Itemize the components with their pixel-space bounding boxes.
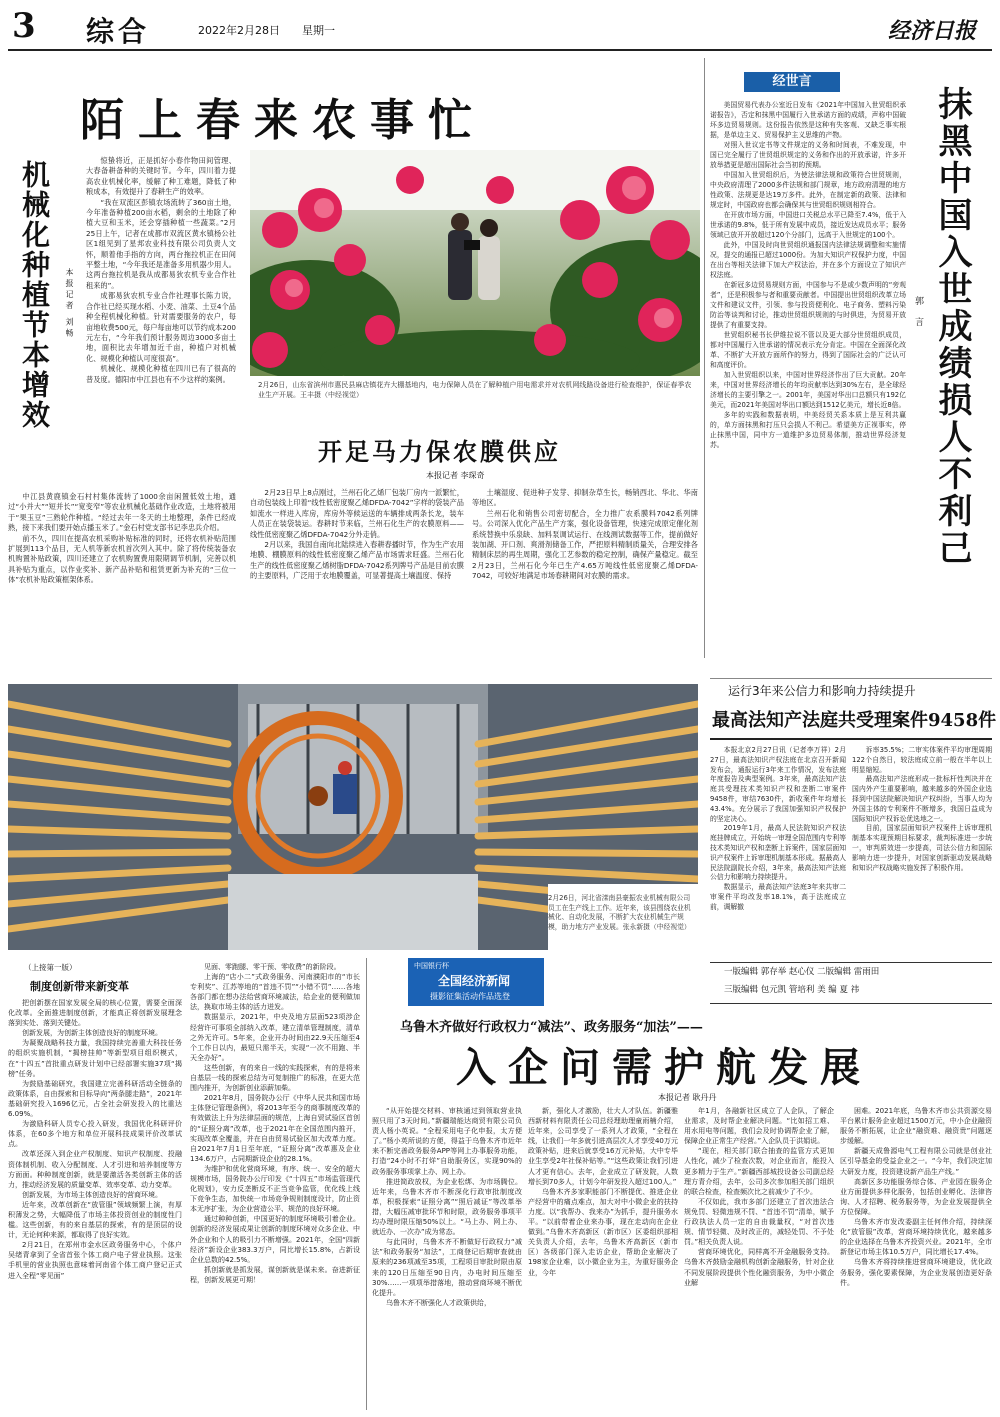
paragraph: 乌鲁木齐多家职能部门不断提优、推进企业产经营中的痛点难点，加大对中小微企业的扶持力度。以“我帮办、我来办”为抓手，提升服务水平。“以前带着企业来办事，现在走动向在企业做到。”乌鲁木齐高新区（新市区）区委组织部相关负责人介绍，去年，乌鲁木齐高新区（新市区）各级部门深入走访企业，帮助企业解决了198家企业难，以小微企业为主，为重好服务企业，今年 bbox=[528, 1187, 678, 1277]
masthead-logo: 经济日报 bbox=[888, 18, 977, 44]
section-name: 综合 bbox=[86, 15, 151, 48]
subheadline-film: 开足马力保农膜供应 bbox=[318, 437, 561, 466]
film-body-col1 bbox=[250, 488, 464, 654]
urumqi-kicker: 乌鲁木齐做好行政权力“减法”、政务服务“加法”—— bbox=[400, 1020, 703, 1035]
paragraph: 土壤湿度、促进种子发芽、抑制杂草生长，畅销西北、华北、华南等地区。 bbox=[472, 488, 698, 508]
paragraph: 中国加入世贸组织后，为使法律法规和政策符合世贸规则，中央政府清理了2000多件法规和部门规章，地方政府清理的地方性政策、法规更是达19万多件。此外，在制定新的政策、法律和规定时，中国政府也都会确保其与世贸组织规则相符合。 bbox=[710, 171, 906, 209]
paragraph: 世贸组织秘书长伊维拉说不管以及更大部分世贸组织成员，都对中国履行入世承诺的情况表示充分肯定。中国在全面深化改革、不断扩大开放方面所作的努力，得到了国际社会的广泛认可和高度评价。 bbox=[710, 331, 906, 369]
paragraph: 不仅如此，我市多部门还建立了首次违法合规免罚、轻微违规不罚、“首违不罚”清单，赋予行政执法人员一定的自由裁量权，“对首次违规、情节轻微、及时改正的，减轻处罚、不予处罚。”相关负责人说。 bbox=[684, 1197, 834, 1247]
photo-contest-banner bbox=[408, 958, 544, 1006]
paragraph: 通过种种创新，中国更好的制度环境吸引着企业。创新的经济发展成果让创新的制度环境对众多企业、中外企业和个人的吸引力不断增强。2021年，全国“四新经济”新设企业383.3万户，同比增长15.8%，占新设企业总数的42.5%。 bbox=[190, 1215, 360, 1264]
paragraph: 为维护和优化营商环境，有序、统一、安全的超大规模市场，国务院办公厅印发《“十四五”市场监管现代化规划》，安力反垄断反不正当竞争监管，优化线上线下竞争生态，加快统一市场竞争规则制度设计，防止资本无序扩张，为企业营造公平、规范的良好环境。 bbox=[190, 1164, 360, 1214]
paragraph: 把创新摆在国家发展全局的核心位置，需要全面深化改革。全面推进制度创新，才能真正将创新发展理念落到实处、落到关键处。 bbox=[8, 999, 182, 1028]
ip-headline: 最高法知产法庭共受理案件9458件 bbox=[712, 710, 997, 731]
reform-body-col2 bbox=[190, 962, 360, 1410]
paragraph: 在开放市场方面，中国进口关税总水平已降至7.4%，低于入世承诺的9.8%，低于所有发展中成员，接近发达成员水平；服务领域已放开开放超过120个分部门，远高于入世规定的100个。 bbox=[710, 211, 906, 239]
paragraph: 此外，中国及时向世贸组织通报国内法律法规调整和实施情况，提交的通报已超过1000份。为加大知识产权保护力度，中国在出台等相关法律下加大产权法治，并在多个方面设立了知识产权法庭。 bbox=[710, 241, 906, 279]
paragraph: 为激励科研人员专心投入研发，我国优化科研评价体系，在60多个地方和单位开展科技成果评价改革试点。 bbox=[8, 1120, 182, 1149]
header-rule bbox=[8, 49, 992, 51]
ip-body-col1 bbox=[710, 746, 846, 958]
paragraph: “现在，相关部门联合抽查的监管方式更加人性化，减少了检查次数，对企业而言，能投入更多精力于生产。”新疆西部城投设备公司副总经理方青介绍，去年，公司多次参加相关部门组织的联合检查，检查频次比之前减少了不少。 bbox=[684, 1147, 834, 1196]
paragraph: “我在双流区彭镇农场流转了360亩土地，今年准备种植200亩水稻，剩余的土地除了种植大豆和玉米，还会穿插种植一些蔬菜。”2月25日上午，记者在成都市双流区黄水镇杨公社区1组见到了星邦农业科技有限公司负责人文怀，顺着他手指的方向，两台拖拉机正在田间平整土地，“今年我还是准备多用机器少用人。这两台拖拉机是我从成都易狄农机专业合作社租来的”。 bbox=[86, 197, 236, 290]
paragraph: 前不久，四川在提高农机采购补贴标准的同时，还将农机补贴范围扩展到113个品目，无人机等新农机首次列入其中。除了将传统装备农机购置补贴政策，四川还建立了农机购置费用限期调节机制，完善以机具补贴为重点，以作业奖补、新产品补贴和租赁更新为补充的“三位一体”农机补贴政策框架体系。 bbox=[8, 533, 236, 585]
paragraph: 新疆天成鲁源电气工程有限公司就是创业社区引导基金的受益企业之一。“今年，我们决定加大研发力度，投资建设新产品生产线。” bbox=[840, 1147, 992, 1176]
paragraph: 为凝聚战略科技力量，我国持续完善重大科技任务的组织实施机制，“揭榜挂帅”等新型项目组织模式，在“十四五”首批重点研发计划中已经部署实施37项“揭榜”任务。 bbox=[8, 1039, 182, 1078]
mechanization-body bbox=[86, 156, 236, 486]
paragraph: 中江县黄鹿镇金石村村集体流转了1000余亩闲置低效土地，通过“小并大”“短并长”“宽变窄”等农业机械化基础作业改造，土地将被用于“果玉豆”三熟轮作种植。“经过去年一冬天的土地整理，条件已经成熟，接下来我们要开始点播玉米了。”金石村党支部书记李忠兵介绍。 bbox=[8, 492, 236, 533]
ip-body-col2 bbox=[852, 746, 992, 958]
paragraph: 年1月，各融新社区成立了人企队，了解企业需求，及时帮企业解决问题。“比如招工难、用水用电等问题，我们会及时协调帮企业了解，保障企业正常生产经营。”入企队员于洪娟说。 bbox=[684, 1107, 834, 1146]
paragraph: 见面、零跑腿、零干预、零收费”的新阶段。 bbox=[204, 963, 341, 971]
paragraph: 为鼓励基础研究，我国建立完善科研活动全链条的政策体系，自由探索和目标导向“两条腿走路”，2021年基础研究投入1696亿元，占全社会研发投入的比重达6.09%。 bbox=[8, 1079, 182, 1119]
paragraph: 目前，国家层面知识产权案件上诉审理机制基本实现预期目标要求，裁判标准进一步统一，审判质效进一步提高，司法公信力和国际影响力进一步提升，对国家创新驱动发展战略和知识产权战略实施发挥了积极作用。 bbox=[852, 824, 992, 872]
paragraph: 2019年1月，最高人民法院知识产权法庭挂牌成立，开始统一审理全国范围内专利等技术类知识产权和垄断上诉案件，国家层面知识产权案件上诉审理机制基本形成。据最高人民法院副院长介绍，3年来，最高法知产法庭公信力和影响力持续提升。 bbox=[710, 824, 846, 882]
continued-from: （上接第一版） bbox=[24, 963, 77, 972]
ip-kicker: 运行3年来公信力和影响力持续提升 bbox=[728, 684, 916, 698]
paragraph: 美国贸易代表办公室近日发布《2021年中国加入世贸组织承诺报告》，否定和抹黑中国履行入世承诺方面的成绩，声称中国破坏多边贸易规则。这份报告依然是这种有失客观、又缺乏事实根据，是单边主义、贸易保护主义思维的产物。 bbox=[710, 101, 906, 139]
paragraph: 对照入世议定书等文件规定的义务和时间表，不难发现，中国已完全履行了世贸组织规定的义务和作出的开放承诺，许多开放举措更是超出国际社会当初的预期。 bbox=[710, 141, 906, 169]
paragraph: 数据显示，最高法知产法庭3年来共审二审案件平均改发率18.1%，高于法庭成立前，调解撤 bbox=[710, 883, 846, 911]
paragraph: 最高法知产法庭形成一批标杆性判决并在国内外产生重要影响，越来越多的外国企业选择到中国法院解决知识产权纠纷，当事人均为外国主体的专利案件不断增多，我国日益成为国际知识产权诉讼优选地之一。 bbox=[852, 775, 992, 823]
paragraph: 本报北京2月27日讯（记者李万祥）2月27日，最高法知识产权法庭在北京召开新闻发布会，通报运行3年来工作情况，发布法庭年度报告及典型案例。3年来，最高法知产法庭共受理技术类知识产权和垄断二审案件9458件，审结7630件，新收案件年均增长43.4%。充分展示了我国加强知识产权保护的坚定决心。 bbox=[710, 746, 846, 823]
paragraph: 数据显示，2021年，中央及地方层面523项涉企经营许可事项全部纳入改革，建立清单管理制度，清单之外无许可。5年来，企业开办时间由22.9天压缩至4个工作日以内，最短只需半天，实现“一次不用跑、半天全办好”。 bbox=[190, 1013, 360, 1062]
paragraph: 在新冠多边贸易规则方面，中国参与不是或少数声明的“旁观者”，还是积极参与者和重要贡献者。中国提出世贸组织改革立场文件和建议文件，引领、参与投资便利化、电子商务、塑料污染防治等谈判和讨论，推动世贸组织规则的与时俱进，为贸易开放提供了有重要支持。 bbox=[710, 281, 906, 329]
commentary-title: 抹黑中国入世成绩损人不利己 bbox=[932, 86, 972, 567]
paragraph: 困难。2021年底，乌鲁木齐市公共资源交易平台累计服务企业超过1500万元，中小企业融资服务不断拓展，让企业“融资难、融资贵”问题逐步缓解。 bbox=[840, 1107, 992, 1146]
paragraph: 与此同时，乌鲁木齐不断做好行政权力“减法”和政务服务“加法”，工商登记后期审查就由原来的236项减至35项，工程项目审批时限由原来的120日压缩至90日内，办电时间压缩至30%……一项项举措落地，推动营商环境不断优化提升。 bbox=[372, 1238, 522, 1297]
main-headline: 陌上春来农事忙 bbox=[80, 95, 486, 146]
paragraph: 新，强化人才激励，壮大人才队伍。新疆雅西新材料有限责任公司总经理助理童雨楠介绍，近年来，公司享受了一系列人才政策，“全程在线，让我们一年多就引进高层次人才享受40万元政策补贴，进来后就享受16万元补贴，大中专毕业生享受2年社保补贴等。”“这些政策让我们引进人才更有信心。去年，企业成立了研发院，人数增长到70多人，计划今年研发投入超过100人。” bbox=[528, 1107, 678, 1186]
paragraph: 兰州石化和销售公司密切配合，全力推广农系膜料7042系列牌号。公司深入优化产品生产方案，强化设备管理，快速完成原定催化剂系统替换中乐泉缺、加料泵调试运行、在线测试数据等工作，提前做好装加湖、开口剂、爽滑剂储备工作，严把原料精制质量关，合理安排各精制床层的再生周期，强化工艺参数的稳定控制，确保产量稳定。截至2月23日，兰州石化今年已生产4.65万吨线性低密度聚乙烯DFDA-7042，可较好地满足市场春耕期间对农膜的需求。 bbox=[472, 508, 698, 581]
editors-box bbox=[710, 962, 992, 1004]
urumqi-body-col4 bbox=[840, 1106, 992, 1410]
urumqi-body-col2 bbox=[528, 1106, 678, 1410]
paragraph: 诉率35.5%；二审实体案件平均审理周期122个自然日，较法庭成立前一般在半年以上明显缩短。 bbox=[852, 746, 992, 774]
paragraph: 创新发展，为市场主体创造良好的营商环境。 bbox=[22, 1190, 162, 1199]
paragraph: 创新发展，为创新主体创造良好的制度环境。 bbox=[22, 1029, 162, 1038]
mechanization-body-lower bbox=[8, 492, 236, 658]
column-divider-lower bbox=[366, 958, 367, 1410]
paragraph: 多年的实践和数据表明，中美经贸关系本质上是互利共赢的，单方面抹黑和打压只会损人不利己。希望美方正视事实，停止抹黑中国，同中方一道维护多边贸易体制，推动世界经济复苏。 bbox=[710, 411, 906, 449]
paragraph: 2月23日早上8点刚过，兰州石化乙烯厂包装厂房内一派繁忙，自动包装线上印着“线性低密度聚乙烯DFDA-7042”字样的袋装产品如流水一样进入库房，库房外等候运送的车辆排成两条长龙，装车人员正在装袋装运。春耕时节来临，兰州石化生产的农膜原料——线性低密度聚乙烯DFDA-7042分外走俏。 bbox=[250, 488, 464, 539]
film-body-col2 bbox=[472, 488, 698, 654]
section-divider bbox=[710, 678, 992, 679]
paragraph: 成都易狄农机专业合作社理事长陈力说，合作社已经买现水稻、小麦、油菜、土豆4个品种全程机械化种植。针对需要服务的农户，每亩地收费500元，每户每亩地可以节约成本200元左右，“今年我们预计服务周边3000多亩土地，面积比去年增加近千亩，种植户对机械化、规模化种植认可度很高”。 bbox=[86, 291, 236, 363]
column-divider bbox=[704, 58, 705, 658]
byline-mechanization: 本报记者 刘畅 bbox=[65, 268, 74, 340]
byline-film: 本报记者 李琛奇 bbox=[426, 471, 485, 480]
greenhouse-flowers-photo bbox=[250, 150, 700, 376]
paragraph: 2021年8月，国务院办公厅《中华人民共和国市场主体登记管理条例》，将2013年至今的商事制度改革的有效做法上升为法律层面的规范，上海自贸试验区首创的“证照分离”改革，也于2021年在全国范围内推开，实现改革全覆盖，并在自由贸易试验区加大改革力度。自2021年7月1日至年底，“证照分离”改革惠及企业134.6万户，占同期新设企业的28.1%。 bbox=[190, 1094, 360, 1163]
urumqi-body-col3 bbox=[684, 1106, 834, 1410]
issue-weekday: 星期一 bbox=[302, 24, 335, 37]
paragraph: 营商环境优化，同样离不开金融服务支持。乌鲁木齐鼓励金融机构创新金融服务，针对企业不同发展阶段提供个性化融资服务，为中小微企业解 bbox=[684, 1248, 834, 1287]
banner-subtitle: 摄影征集活动作品选登 bbox=[430, 992, 510, 1001]
urumqi-body-col1 bbox=[372, 1106, 522, 1410]
paragraph: 抓创新就是抓发展，谋创新就是谋未来。奋进新征程，创新发展更可期！ bbox=[190, 1265, 360, 1284]
urumqi-byline: 本报记者 耿丹丹 bbox=[658, 1093, 717, 1102]
commentary-badge: 经世言 bbox=[744, 72, 840, 92]
page-number: 3 bbox=[12, 6, 36, 46]
paragraph: 2月以来，我国自南向北陆续进入春耕春播时节，作为生产农用地膜、棚膜原料的线性低密度聚乙烯产品市场需求旺盛。兰州石化生产的线性低密度聚乙烯树脂DFDA-7042系列牌号产品是目前农膜的主要原料，广泛用于农地膜覆盖，可显著提高土壤温度、保持 bbox=[250, 540, 464, 581]
photo2-caption: 2月26日，河北省滦南县豪振农业机械有限公司员工在生产线上工作。近年来，该县围绕农业机械化、自动化发展，不断扩大农业机械生产规模，助力地方产业发展。张永新摄（中经视觉） bbox=[548, 894, 691, 931]
paragraph: 高新区多功能服务综合体、产业园在服务企业方面提供多样化服务，包括创业孵化、法律咨询、人才招聘、税务服务等，为企业发展提供全方位保障。 bbox=[840, 1177, 992, 1216]
paragraph: 近年来，改革创新在“放管服”领域频繁上演，有厚积薄发之势，大幅降低了市场主体投资创业的制度性门槛。这些创新，有的来自基层的探索，有的是顶层的设计，无论何种来源，都取得了良好实效。 bbox=[8, 1200, 182, 1240]
banner-title: 全国经济新闻 bbox=[438, 974, 511, 988]
paragraph: 上海的“店小二”式政务服务、河南濮阳市的“市长专利奖”、江苏等地的“首违不罚”“小错不罚”……各地各部门都在想办法给营商环境减法，给企业的便利做加法，换取市场主体的活力迸发。 bbox=[190, 973, 360, 1012]
paragraph: 惊蛰将近，正是抓好小春作物田间管理、大春备耕备种的关键时节。今年，四川着力提高农业机械化率，缓解了种工难题，降低了种粮成本，有效提升了春耕生产的效率。 bbox=[86, 156, 236, 197]
photo1-caption: 2月26日，山东省滨州市惠民县麻店镇花卉大棚基地内，电力保障人员在了解种植户用电需求并对农机网线路设备进行检查维护，保证春季农业生产开展。王丰摄（中经视觉） bbox=[258, 381, 692, 399]
subheadline-mechanization: 机械化种植节本增效 bbox=[18, 160, 51, 430]
reform-body-col1 bbox=[8, 998, 182, 1410]
paragraph: “从开始提交材料、审核通过到领取营业执照只用了3天时间。”新疆瑞能达商贸有限公司负责人杨小英说。“全程采用电子化申报，太方便了。”杨小英所说的方便，得益于乌鲁木齐市近年来不断完善政务服务APP等网上办事服务功能，打造“24小时不打烊”自助服务区，实现90%的政务服务事项掌上办、网上办。 bbox=[372, 1107, 522, 1176]
paragraph: 加入世贸组织以来，中国对世界经济作出了巨大贡献。20年来，中国对世界经济增长的年均贡献率达到30%左右，是全球经济增长的主要引擎之一。2001年，美国对华出口总额只有192亿美元，而2021年美国对华出口额达到1512亿美元，增长近8倍。 bbox=[710, 371, 906, 409]
paragraph: 改革还深入到企业产权制度、知识产权制度、投融资体制机制、收入分配制度、人才引进和培养制度等方方面面。种种制度创新，就是要激活各类创新主体的活力，推动经济发展的质量变革、效率变革、动力变革。 bbox=[8, 1150, 182, 1189]
page-header bbox=[0, 0, 1000, 52]
reform-headline: 制度创新带来新变革 bbox=[30, 980, 129, 993]
flowers-illustration bbox=[250, 150, 700, 376]
editors-line-1: 一版编辑 郭存举 赵心仪 二版编辑 雷雨田 bbox=[724, 967, 880, 977]
commentary-author: 郭言 bbox=[913, 296, 923, 338]
paragraph: 2月21日，在郑州市金水区政务服务中心，个体户吴绪青拿到了全省首张个体工商户电子营业执照。这张手机里的营业执照也意味着河南省个体工商户登记正式进入全程“零见面” bbox=[8, 1241, 182, 1280]
paragraph: 乌鲁木齐不断强化人才政策供给， bbox=[386, 1298, 491, 1307]
editors-line-2: 三版编辑 包元凯 管培利 美 编 夏 祎 bbox=[724, 985, 860, 995]
commentary-body bbox=[710, 100, 906, 674]
ip-headline-rule bbox=[710, 738, 992, 740]
issue-date: 2022年2月28日 bbox=[198, 24, 280, 37]
urumqi-headline: 入企问需护航发展 bbox=[456, 1044, 872, 1091]
banner-sponsor: 中国银行杯 bbox=[414, 962, 449, 970]
paragraph: 乌鲁木齐市发改委副主任何伟介绍，持续深化“放管服”改革，营商环境持续优化，越来越多的企业选择在乌鲁木齐投资兴业。2021年，全市新登记市场主体10.5万户，同比增长17.4%。 bbox=[840, 1218, 992, 1257]
paragraph: 推进简政放权，为企业松绑、为市场腾位。近年来，乌鲁木齐市不断深化行政审批制度改革，积极探索“证照分离”“照后减证”等改革举措，大幅压减审批环节和时限，政务服务事项平均办理时限压缩50%以上。“马上办、网上办、就近办、一次办”成为常态。 bbox=[372, 1177, 522, 1237]
paragraph: 机械化、规模化种植在四川已有了很高的普及度。德阳市中江县也有不少这样的案例。 bbox=[86, 364, 236, 384]
paragraph: 乌鲁木齐将持续推进营商环境建设，优化政务服务，强化要素保障，为企业发展创造更好条件。 bbox=[840, 1258, 992, 1287]
paragraph: 这些创新，有的来自一线的实践探索，有的是将来自基层一线的探索总结为可复制推广的标准，在更大范围内推开，为创新创业添薪加柴。 bbox=[190, 1063, 360, 1093]
